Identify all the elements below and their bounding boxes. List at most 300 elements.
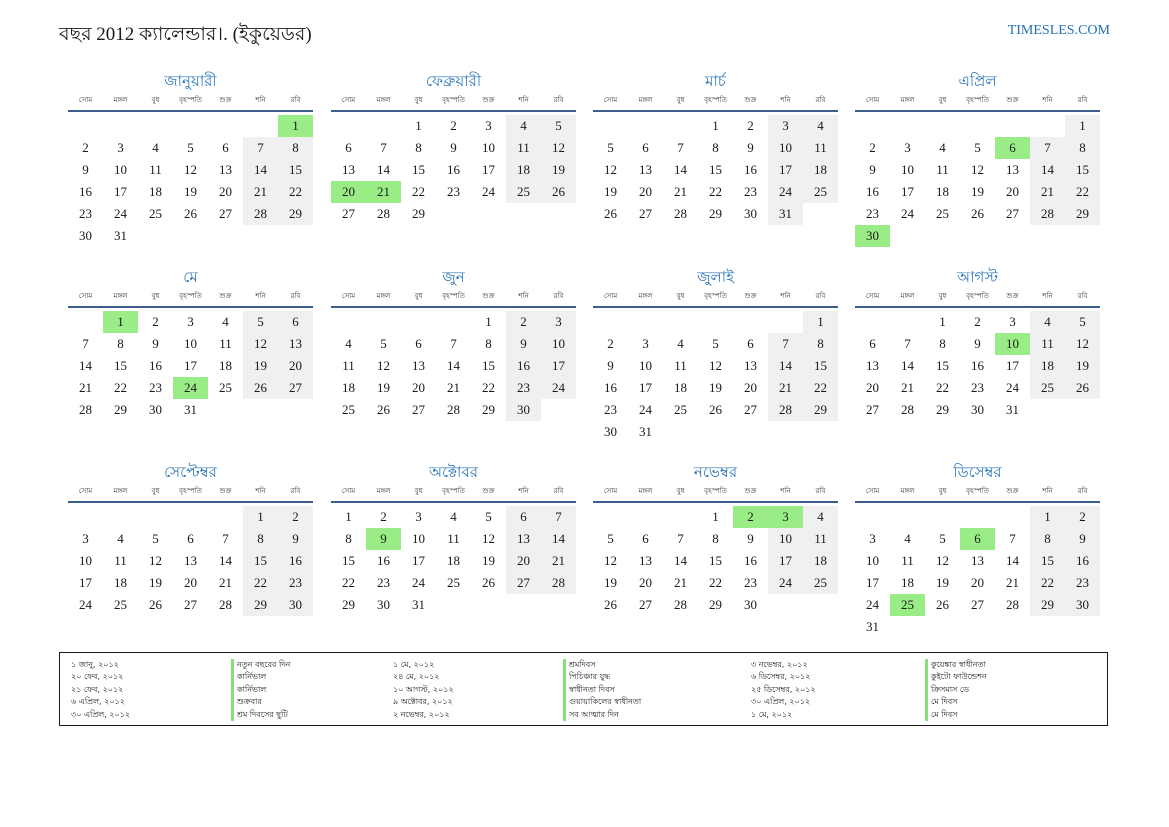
day-grid: [331, 311, 576, 421]
holiday-day: 3: [768, 506, 803, 528]
weekday-label: শনি: [518, 487, 529, 495]
month-calendar: [331, 268, 576, 421]
day-cell: 20: [639, 575, 652, 590]
weekday-label: রবি: [1077, 487, 1088, 495]
day-cell: 15: [1065, 159, 1100, 181]
day-cell: 14: [1030, 159, 1065, 181]
day-cell: 27: [184, 597, 197, 612]
weekday-header: [68, 289, 313, 308]
day-grid: [68, 115, 313, 247]
day-cell: 11: [219, 336, 232, 351]
day-cell: 11: [342, 358, 355, 373]
empty-cell: [1030, 115, 1065, 137]
day-cell: 6: [415, 336, 422, 351]
weekday-label: শুক্র: [219, 487, 232, 495]
day-cell: 14: [674, 162, 687, 177]
day-cell: 26: [149, 597, 162, 612]
day-cell: 29: [114, 402, 127, 417]
empty-cell: [401, 311, 436, 333]
day-cell: 20: [506, 550, 541, 572]
day-cell: 29: [709, 597, 722, 612]
day-cell: 28: [1006, 597, 1019, 612]
empty-cell: [436, 311, 471, 333]
day-cell: 24: [482, 184, 495, 199]
day-cell: 8: [803, 333, 838, 355]
day-cell: 10: [184, 336, 197, 351]
weekday-label: শনি: [518, 96, 529, 104]
day-cell: 15: [278, 159, 313, 181]
day-cell: 31: [1006, 402, 1019, 417]
weekday-header: [68, 484, 313, 503]
day-cell: 9: [506, 333, 541, 355]
day-cell: 8: [1030, 528, 1065, 550]
day-cell: 30: [971, 402, 984, 417]
day-cell: 31: [412, 597, 425, 612]
day-cell: 22: [342, 575, 355, 590]
empty-cell: [960, 115, 995, 137]
day-cell: 8: [485, 336, 492, 351]
day-cell: 26: [243, 377, 278, 399]
day-cell: 7: [222, 531, 229, 546]
day-cell: 19: [482, 553, 495, 568]
weekday-label: বৃহস্পতি: [704, 487, 727, 495]
holiday-name: নতুন বছরের দিন: [237, 660, 291, 669]
day-cell: 19: [184, 184, 197, 199]
weekday-label: বৃহস্পতি: [442, 292, 465, 300]
empty-cell: [208, 506, 243, 528]
day-cell: 11: [149, 162, 162, 177]
day-cell: 28: [901, 402, 914, 417]
day-grid: [68, 311, 313, 421]
day-cell: 2: [506, 311, 541, 333]
holiday-list: [59, 652, 1108, 726]
day-cell: 23: [506, 377, 541, 399]
weekday-label: বৃহস্পতি: [442, 96, 465, 104]
day-cell: 28: [447, 402, 460, 417]
weekday-label: শুক্র: [482, 96, 495, 104]
day-cell: 24: [1006, 380, 1019, 395]
day-grid: [593, 506, 838, 616]
holiday-name: মে দিবস: [931, 697, 958, 707]
day-cell: 2: [1065, 506, 1100, 528]
day-cell: 9: [607, 358, 614, 373]
day-cell: 17: [541, 355, 576, 377]
day-cell: 2: [278, 506, 313, 528]
weekday-label: সোম: [78, 292, 93, 300]
day-cell: 17: [482, 162, 495, 177]
day-cell: 5: [939, 531, 946, 546]
day-cell: 25: [803, 181, 838, 203]
day-cell: 28: [377, 206, 390, 221]
holiday-date: ১ মে, ২০১২: [751, 709, 793, 719]
month-calendar: [331, 72, 576, 225]
day-cell: 24: [901, 206, 914, 221]
day-cell: 18: [447, 553, 460, 568]
holiday-day: 6: [995, 137, 1030, 159]
day-cell: 20: [639, 184, 652, 199]
day-cell: 3: [904, 140, 911, 155]
day-cell: 31: [639, 424, 652, 439]
day-cell: 2: [152, 314, 159, 329]
day-cell: 19: [243, 355, 278, 377]
day-cell: 14: [674, 553, 687, 568]
weekday-label: শনি: [1042, 292, 1053, 300]
day-cell: 4: [803, 115, 838, 137]
day-cell: 15: [114, 358, 127, 373]
weekday-label: রবি: [290, 96, 301, 104]
day-cell: 30: [79, 228, 92, 243]
day-cell: 29: [709, 206, 722, 221]
empty-cell: [68, 311, 103, 333]
day-cell: 7: [82, 336, 89, 351]
weekday-label: সোম: [603, 292, 618, 300]
day-cell: 18: [901, 575, 914, 590]
day-cell: 23: [744, 575, 757, 590]
holiday-day: 20: [331, 181, 366, 203]
day-cell: 27: [971, 597, 984, 612]
weekday-label: বুধ: [938, 292, 947, 300]
day-cell: 18: [674, 380, 687, 395]
day-cell: 16: [604, 380, 617, 395]
holiday-date: ৩০ এপ্রিল, ২০১২: [751, 697, 811, 707]
empty-cell: [768, 311, 803, 333]
weekday-label: বুধ: [938, 487, 947, 495]
day-cell: 29: [243, 594, 278, 616]
empty-cell: [208, 115, 243, 137]
holiday-name: সব আত্মার দিন: [569, 709, 619, 719]
day-cell: 12: [243, 333, 278, 355]
weekday-label: শুক্র: [744, 96, 757, 104]
day-cell: 7: [768, 333, 803, 355]
holiday-name: পিচিঞ্চার যুদ্ধ: [569, 672, 611, 682]
day-cell: 15: [709, 162, 722, 177]
day-cell: 24: [541, 377, 576, 399]
day-cell: 16: [744, 553, 757, 568]
day-cell: 16: [79, 184, 92, 199]
day-cell: 3: [768, 115, 803, 137]
day-cell: 7: [904, 336, 911, 351]
day-cell: 25: [219, 380, 232, 395]
day-grid: [593, 311, 838, 443]
day-cell: 23: [971, 380, 984, 395]
day-grid: [855, 115, 1100, 247]
day-cell: 10: [79, 553, 92, 568]
day-cell: 8: [278, 137, 313, 159]
day-cell: 18: [114, 575, 127, 590]
month-title: অক্টোবর: [428, 465, 479, 481]
weekday-label: বুধ: [151, 487, 160, 495]
day-cell: 25: [803, 572, 838, 594]
day-cell: 10: [768, 528, 803, 550]
weekday-label: রবি: [553, 487, 564, 495]
day-cell: 3: [541, 311, 576, 333]
weekday-label: সোম: [78, 96, 93, 104]
day-cell: 3: [82, 531, 89, 546]
empty-cell: [733, 311, 768, 333]
weekday-label: বুধ: [414, 292, 423, 300]
day-cell: 2: [869, 140, 876, 155]
day-cell: 7: [380, 140, 387, 155]
empty-cell: [628, 311, 663, 333]
weekday-header: [855, 484, 1100, 503]
day-cell: 26: [971, 206, 984, 221]
day-cell: 2: [607, 336, 614, 351]
day-cell: 15: [936, 358, 949, 373]
day-cell: 4: [506, 115, 541, 137]
holiday-day: 24: [173, 377, 208, 399]
day-cell: 10: [901, 162, 914, 177]
day-cell: 21: [243, 181, 278, 203]
day-cell: 7: [677, 531, 684, 546]
day-cell: 20: [744, 380, 757, 395]
holiday-date-column: [393, 659, 454, 721]
day-cell: 4: [677, 336, 684, 351]
holiday-day: 30: [855, 225, 890, 247]
holiday-day: 1: [278, 115, 313, 137]
weekday-label: সোম: [865, 487, 880, 495]
weekday-header: [331, 93, 576, 112]
day-cell: 5: [485, 509, 492, 524]
day-cell: 29: [412, 206, 425, 221]
day-cell: 19: [1065, 355, 1100, 377]
weekday-label: রবি: [815, 96, 826, 104]
day-cell: 11: [936, 162, 949, 177]
day-cell: 23: [604, 402, 617, 417]
day-cell: 5: [1065, 311, 1100, 333]
weekday-header: [593, 93, 838, 112]
day-cell: 12: [604, 553, 617, 568]
weekday-label: শনি: [518, 292, 529, 300]
day-cell: 9: [82, 162, 89, 177]
day-cell: 4: [904, 531, 911, 546]
holiday-date: ৩০ এপ্রিল, ২০১২: [71, 709, 131, 719]
weekday-label: সোম: [865, 292, 880, 300]
day-cell: 24: [79, 597, 92, 612]
holiday-name-column: [925, 659, 987, 721]
weekday-label: বুধ: [676, 96, 685, 104]
holiday-name-column: [563, 659, 641, 721]
empty-cell: [243, 115, 278, 137]
month-title: জানুয়ারী: [164, 74, 217, 90]
day-cell: 12: [149, 553, 162, 568]
month-calendar: [855, 72, 1100, 247]
day-cell: 4: [803, 506, 838, 528]
month-calendar: [593, 463, 838, 616]
holiday-day: 6: [960, 528, 995, 550]
weekday-label: শুক্র: [1006, 96, 1019, 104]
month-calendar: [855, 463, 1100, 638]
month-calendar: [331, 463, 576, 616]
empty-cell: [698, 311, 733, 333]
holiday-date: ৬ ডিসেম্বর, ২০১২: [751, 672, 811, 682]
empty-cell: [331, 115, 366, 137]
day-cell: 28: [219, 597, 232, 612]
weekday-label: শুক্র: [1006, 487, 1019, 495]
day-cell: 3: [415, 509, 422, 524]
weekday-header: [855, 289, 1100, 308]
weekday-label: মঙ্গল: [638, 96, 653, 104]
weekday-label: শনি: [1042, 96, 1053, 104]
day-cell: 9: [450, 140, 457, 155]
page-title: বছর 2012 ক্যালেন্ডার।. (ইকুয়েডর): [59, 24, 312, 45]
day-cell: 17: [412, 553, 425, 568]
day-grid: [593, 115, 838, 225]
weekday-label: বুধ: [151, 96, 160, 104]
day-cell: 11: [114, 553, 127, 568]
day-cell: 23: [79, 206, 92, 221]
weekday-label: বৃহস্পতি: [442, 487, 465, 495]
day-cell: 5: [380, 336, 387, 351]
day-cell: 24: [768, 181, 803, 203]
day-cell: 13: [866, 358, 879, 373]
day-cell: 11: [674, 358, 687, 373]
day-cell: 9: [747, 531, 754, 546]
empty-cell: [995, 506, 1030, 528]
day-cell: 3: [117, 140, 124, 155]
weekday-label: মঙ্গল: [113, 487, 128, 495]
day-cell: 16: [866, 184, 879, 199]
day-cell: 3: [187, 314, 194, 329]
site-link[interactable]: TIMESLES.COM: [1007, 23, 1110, 38]
day-cell: 16: [506, 355, 541, 377]
day-cell: 8: [939, 336, 946, 351]
month-title: নভেম্বর: [693, 465, 738, 481]
day-cell: 14: [768, 355, 803, 377]
day-cell: 17: [114, 184, 127, 199]
day-cell: 7: [677, 140, 684, 155]
day-cell: 19: [971, 184, 984, 199]
day-cell: 16: [278, 550, 313, 572]
empty-cell: [103, 506, 138, 528]
empty-cell: [593, 311, 628, 333]
weekday-label: শনি: [1042, 487, 1053, 495]
day-cell: 29: [278, 203, 313, 225]
day-cell: 2: [380, 509, 387, 524]
holiday-name: মে দিবস: [931, 709, 958, 719]
day-cell: 11: [447, 531, 460, 546]
day-cell: 19: [709, 380, 722, 395]
day-cell: 17: [768, 159, 803, 181]
empty-cell: [103, 115, 138, 137]
weekday-label: সোম: [865, 96, 880, 104]
weekday-label: মঙ্গল: [638, 487, 653, 495]
weekday-label: শুক্র: [219, 292, 232, 300]
weekday-label: বৃহস্পতি: [966, 96, 989, 104]
day-cell: 1: [485, 314, 492, 329]
weekday-label: বুধ: [414, 96, 423, 104]
day-cell: 4: [117, 531, 124, 546]
day-cell: 25: [342, 402, 355, 417]
day-cell: 16: [149, 358, 162, 373]
day-cell: 15: [342, 553, 355, 568]
holiday-name: কার্নিভাল: [237, 684, 267, 694]
day-cell: 16: [447, 162, 460, 177]
day-cell: 22: [278, 181, 313, 203]
empty-cell: [173, 115, 208, 137]
day-cell: 10: [866, 553, 879, 568]
day-cell: 18: [936, 184, 949, 199]
holiday-name: ক্রিসমাস ডে: [931, 684, 969, 694]
day-cell: 5: [712, 336, 719, 351]
day-cell: 9: [1065, 528, 1100, 550]
day-cell: 29: [1065, 203, 1100, 225]
weekday-label: শনি: [255, 292, 266, 300]
day-cell: 4: [450, 509, 457, 524]
holiday-name: কুয়েঙ্কার স্বাধীনতা: [931, 660, 986, 669]
day-cell: 20: [219, 184, 232, 199]
day-cell: 14: [243, 159, 278, 181]
weekday-label: শুক্র: [219, 96, 232, 104]
day-cell: 9: [747, 140, 754, 155]
day-cell: 5: [243, 311, 278, 333]
day-cell: 14: [447, 358, 460, 373]
day-cell: 6: [747, 336, 754, 351]
day-cell: 7: [450, 336, 457, 351]
day-cell: 18: [506, 159, 541, 181]
day-cell: 26: [377, 402, 390, 417]
day-cell: 27: [639, 206, 652, 221]
weekday-label: বুধ: [938, 96, 947, 104]
day-cell: 7: [1030, 137, 1065, 159]
day-cell: 20: [971, 575, 984, 590]
weekday-label: সোম: [603, 96, 618, 104]
day-cell: 13: [971, 553, 984, 568]
holiday-date: ২০ ফেব, ২০১২: [71, 672, 124, 682]
empty-cell: [663, 311, 698, 333]
weekday-label: বৃহস্পতি: [966, 292, 989, 300]
day-cell: 21: [1030, 181, 1065, 203]
day-cell: 28: [79, 402, 92, 417]
day-cell: 12: [377, 358, 390, 373]
day-cell: 1: [712, 118, 719, 133]
day-cell: 30: [506, 399, 541, 421]
day-cell: 21: [447, 380, 460, 395]
day-cell: 16: [744, 162, 757, 177]
day-cell: 27: [639, 597, 652, 612]
day-cell: 20: [184, 575, 197, 590]
weekday-label: সোম: [78, 487, 93, 495]
day-cell: 10: [412, 531, 425, 546]
day-cell: 18: [342, 380, 355, 395]
day-cell: 13: [744, 358, 757, 373]
weekday-label: শনি: [255, 96, 266, 104]
weekday-label: রবি: [553, 292, 564, 300]
holiday-name: স্বাধীনতা দিবস: [569, 684, 615, 694]
day-cell: 16: [377, 553, 390, 568]
empty-cell: [925, 506, 960, 528]
holiday-date: ৩ নভেম্বর, ২০১২: [751, 660, 808, 669]
day-cell: 25: [674, 402, 687, 417]
weekday-label: মঙ্গল: [900, 96, 915, 104]
day-cell: 8: [243, 528, 278, 550]
holiday-name: কুইটো ফাউন্ডেশন: [931, 672, 987, 682]
weekday-label: রবি: [815, 487, 826, 495]
day-cell: 17: [866, 575, 879, 590]
empty-cell: [628, 115, 663, 137]
empty-cell: [366, 115, 401, 137]
empty-cell: [68, 506, 103, 528]
day-cell: 17: [79, 575, 92, 590]
weekday-label: শনি: [780, 487, 791, 495]
day-cell: 2: [450, 118, 457, 133]
day-cell: 6: [187, 531, 194, 546]
day-cell: 22: [114, 380, 127, 395]
day-cell: 11: [506, 137, 541, 159]
day-cell: 6: [642, 140, 649, 155]
day-cell: 13: [506, 528, 541, 550]
day-grid: [331, 115, 576, 225]
day-cell: 5: [541, 115, 576, 137]
